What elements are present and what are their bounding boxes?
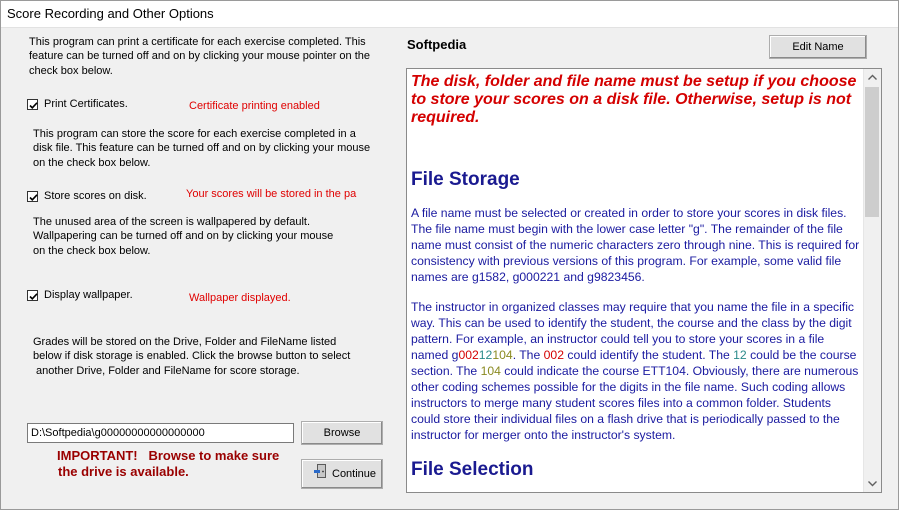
grades-description-line: Grades will be stored on the Drive, Folder and FileName listed (33, 336, 337, 348)
store-scores-label[interactable]: Store scores on disk. (44, 190, 147, 202)
important-notice-line: the drive is available. (58, 464, 189, 479)
wallpaper-description-line: The unused area of the screen is wallpapered by default. (33, 216, 311, 228)
code-section: 12 (478, 348, 493, 362)
cert-description-line: check box below. (29, 64, 113, 77)
wallpaper-description-line: Wallpapering can be turned off and on by clicking your mouse (33, 230, 334, 243)
help-heading-file-storage: File Storage (411, 169, 520, 190)
code-student: 002 (458, 348, 479, 362)
help-text-span: could indicate the course ETT104. Obviously, there are numerous other coding schemes possible for the digits in the file name. Such coding allows instructors to merge many student scores files into a common folder. Students could store their individual files on a flash drive that is periodically passed to the instructor for merger onto the instructor's system. (411, 364, 859, 442)
code-course: 104 (492, 348, 513, 362)
wallpaper-status: Wallpaper displayed. (189, 292, 291, 304)
scroll-thumb[interactable] (865, 87, 879, 217)
title-bar (1, 1, 898, 28)
help-content (411, 73, 863, 481)
help-heading-file-selection: File Selection (411, 459, 534, 480)
browse-button[interactable]: Browse (301, 421, 383, 445)
display-wallpaper-label[interactable]: Display wallpaper. (44, 289, 133, 301)
wallpaper-description (33, 215, 393, 258)
continue-button[interactable] (301, 459, 383, 489)
store-description (33, 127, 393, 170)
code-course: 104 (480, 364, 501, 378)
exit-door-icon (313, 463, 329, 479)
window-title: Score Recording and Other Options (7, 6, 214, 21)
code-section: 12 (733, 348, 747, 362)
score-file-path-input[interactable] (27, 423, 294, 443)
grades-description-line: below if disk storage is enabled. Click the browse button to select (33, 350, 351, 363)
checkmark-icon (28, 291, 39, 302)
print-certificates-label[interactable]: Print Certificates. (44, 98, 128, 110)
edit-name-button[interactable]: Edit Name (769, 35, 867, 59)
store-description-line: on the check box below. (33, 156, 151, 169)
wallpaper-description-line: on the check box below. (33, 244, 151, 257)
help-warning: The disk, folder and file name must be setup if you choose to store your scores on a disk file. Otherwise, setup is not required. (411, 73, 857, 126)
help-scrollbar[interactable] (863, 69, 881, 492)
grades-description (33, 335, 393, 378)
help-text-span: could identify the student. The (563, 348, 734, 362)
important-notice (57, 448, 297, 480)
store-scores-checkbox[interactable] (27, 191, 38, 202)
cert-description-line: This program can print a certificate for each exercise completed. This (29, 36, 366, 48)
checkmark-icon (28, 192, 39, 203)
continue-label: Continue (332, 468, 377, 480)
help-text-span: could be the course section. The (411, 348, 857, 378)
code-student: 002 (543, 348, 564, 362)
display-wallpaper-checkbox[interactable] (27, 290, 38, 301)
cert-description (29, 35, 389, 78)
important-notice-line: IMPORTANT! Browse to make sure (57, 448, 280, 463)
store-description-line: This program can store the score for each exercise completed in a (33, 128, 356, 140)
help-paragraph: A file name must be selected or created in order to store your scores in disk files. The file name must begin with the lower case letter "g". The remainder of the file name must consist of the numeric characters zero through nine. This is required for consistency with previous versions of this program. For example, some valid file names are g1582, g000221 and g9823456. (411, 206, 860, 284)
brand-label: Softpedia (407, 37, 467, 52)
cert-description-line: feature can be turned off and on by clicking your mouse pointer on the (29, 50, 371, 63)
print-certificates-checkbox[interactable] (27, 99, 38, 110)
help-panel[interactable] (406, 68, 882, 493)
help-text-span: The instructor in organized classes may require that you name the file in a specific way. This can be used to identify the student, the course and the class by the digit pattern. For example, an instructor could tell you to store your scores in a file named g (411, 300, 855, 362)
grades-description-line: another Drive, Folder and FileName for score storage. (33, 364, 300, 377)
scroll-up-icon[interactable] (864, 69, 881, 86)
scroll-down-icon[interactable] (864, 475, 881, 492)
help-text-span: . The (512, 348, 544, 362)
checkmark-icon (28, 100, 39, 111)
store-description-line: disk file. This feature can be turned off and on by clicking your mouse (33, 142, 371, 155)
storage-status: Your scores will be stored in the pa (186, 188, 357, 200)
certificate-status: Certificate printing enabled (189, 100, 320, 112)
help-paragraph (411, 299, 863, 443)
